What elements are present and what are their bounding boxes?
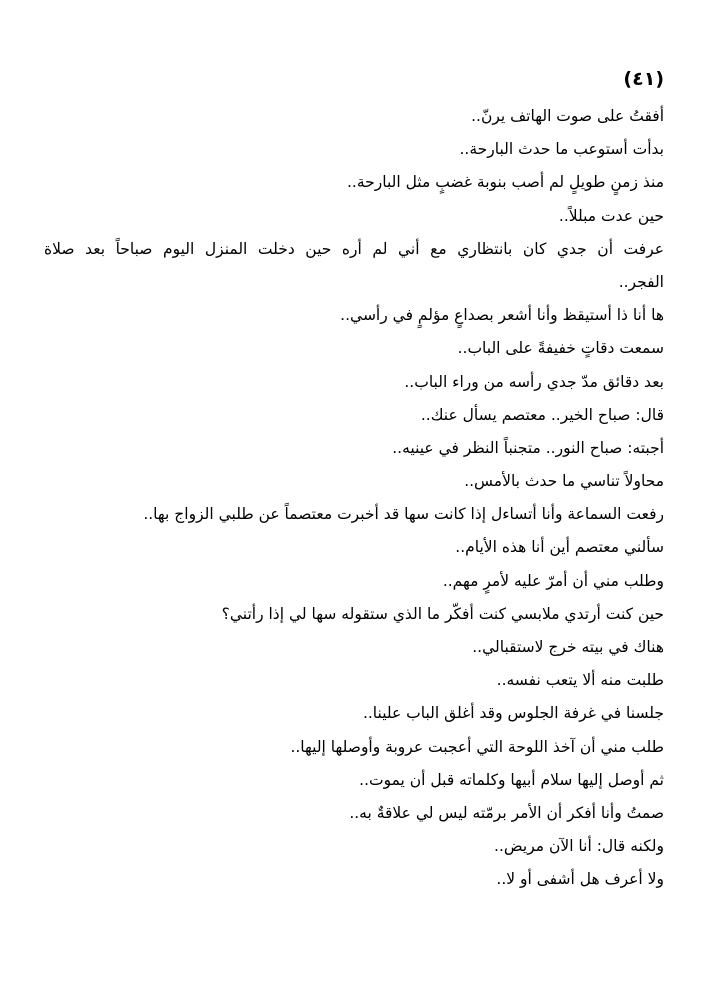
text-line: ها أنا ذا أستيقظ وأنا أشعر بصداعٍ مؤلمٍ في رأسي.. (340, 306, 664, 325)
chapter-text (44, 100, 664, 897)
text-line: ثم أوصل إليها سلام أبيها وكلماته قبل أن يموت.. (359, 770, 664, 789)
text-line: حين عدت مبللاً.. (558, 206, 664, 225)
text-line: هناك في بيته خرج لاستقبالي.. (472, 638, 664, 656)
text-line: أفقتُ على صوت الهاتف يرنّ.. (471, 107, 664, 125)
text-line: أجبته: صباح النور.. متجنباً النظر في عينيه.. (392, 438, 664, 457)
text-line: سمعت دقاتٍ خفيفةً على الباب.. (457, 339, 664, 358)
text-line: قال: صباح الخير.. معتصم يسأل عنك.. (420, 405, 664, 424)
text-line: طلبت منه ألا يتعب نفسه.. (496, 671, 664, 690)
text-line: طلب مني أن آخذ اللوحة التي أعجبت عروبة وأوصلها إليها.. (290, 737, 664, 756)
text-line: سألني معتصم أين أنا هذه الأيام.. (455, 538, 664, 557)
text-line: الفجر.. (618, 272, 664, 291)
text-line: وطلب مني أن أمرّ عليه لأمرٍ مهم.. (442, 571, 664, 590)
text-line: منذ زمنٍ طويلٍ لم أصب بنوبة غضبٍ مثل البارحة.. (346, 173, 664, 192)
text-line: محاولاً تناسي ما حدث بالأمس.. (464, 472, 664, 491)
text-line: رفعت السماعة وأنا أتساءل إذا كانت سها قد أخبرت معتصماً عن طلبي الزواج بها.. (143, 505, 664, 524)
text-line: عرفت أن جدي كان بانتظاري مع أني لم أره حين دخلت المنزل اليوم صباحاً بعد صلاة (44, 239, 664, 258)
text-line: ولا أعرف هل أشفى أو لا.. (496, 870, 664, 889)
text-line: بدأت أستوعب ما حدث البارحة.. (459, 140, 664, 159)
chapter-number: (٤١) (623, 68, 664, 90)
text-line: صمتُ وأنا أفكر أن الأمر برمّته ليس لي علاقةٌ به.. (349, 803, 664, 822)
text-line: حين كنت أرتدي ملابسي كنت أفكّر ما الذي ستقوله سها لي إذا رأتني؟ (221, 604, 664, 623)
text-line: ولكنه قال: أنا الآن مريض.. (494, 837, 664, 856)
text-line: جلسنا في غرفة الجلوس وقد أغلق الباب علينا.. (362, 704, 664, 723)
text-line: بعد دقائق مدّ جدي رأسه من وراء الباب.. (404, 372, 664, 391)
